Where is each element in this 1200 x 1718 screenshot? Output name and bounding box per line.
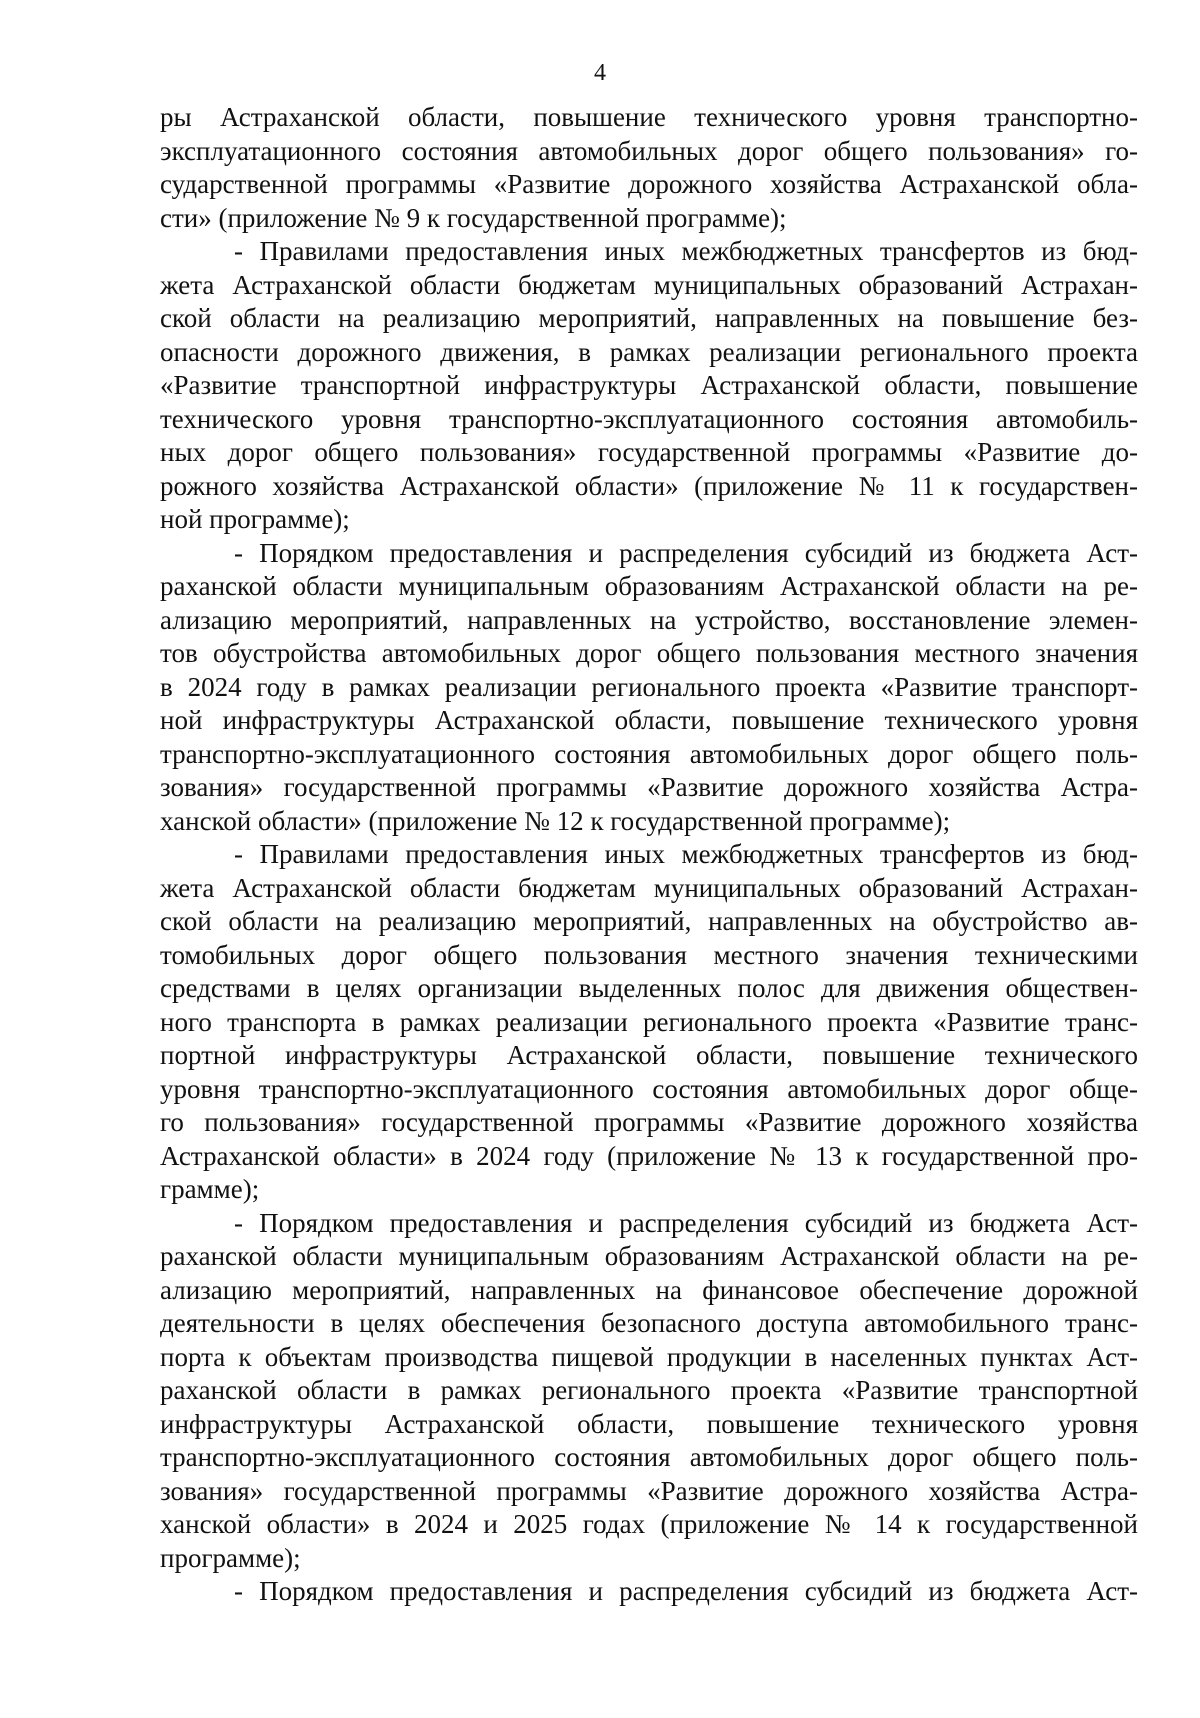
text-line: эксплуатационного состояния автомобильных дорог общего пользования» го- — [160, 135, 1138, 166]
text-line: ханской области» (приложение № 12 к государственной программе); — [160, 805, 951, 836]
text-line: транспортно-эксплуатационного состояния автомобильных дорог общего поль- — [160, 1442, 1138, 1472]
text-line: ской области на реализацию мероприятий, направленных на повышение без- — [160, 303, 1138, 333]
text-line: программе); — [160, 1542, 301, 1573]
text-line: зования» государственной программы «Развитие дорожного хозяйства Астра- — [160, 772, 1138, 802]
page-number: 4 — [594, 60, 606, 86]
text-line: раханской области муниципальным образованиям Астраханской области на ре- — [160, 571, 1138, 601]
text-line: ры Астраханской области, повышение технического уровня транспортно- — [160, 102, 1138, 132]
text-line: технического уровня транспортно-эксплуатационного состояния автомобиль- — [160, 403, 1138, 434]
text-line: порта к объектам производства пищевой продукции в населенных пунктах Аст- — [160, 1341, 1138, 1372]
text-line: в 2024 году в рамках реализации регионального проекта «Развитие транспорт- — [160, 671, 1138, 702]
text-line: - Правилами предоставления иных межбюджетных трансфертов из бюд- — [234, 236, 1138, 266]
text-line: раханской области в рамках регионального проекта «Развитие транспортной — [160, 1375, 1138, 1405]
text-line: ской области на реализацию мероприятий, направленных на обустройство ав- — [160, 906, 1138, 936]
text-line: го пользования» государственной программы «Развитие дорожного хозяйства — [160, 1107, 1138, 1137]
text-line: опасности дорожного движения, в рамках реализации регионального проекта — [160, 336, 1138, 367]
text-line: «Развитие транспортной инфраструктуры Астраханской области, повышение — [160, 370, 1138, 400]
text-line: портной инфраструктуры Астраханской области, повышение технического — [160, 1040, 1138, 1070]
text-line: ного транспорта в рамках реализации регионального проекта «Развитие транс- — [160, 1006, 1138, 1037]
text-line: рожного хозяйства Астраханской области» (приложение № 11 к государствен- — [160, 470, 1138, 501]
text-line: транспортно-эксплуатационного состояния автомобильных дорог общего поль- — [160, 738, 1138, 769]
text-line: жета Астраханской области бюджетам муниципальных образований Астрахан- — [160, 269, 1138, 300]
text-line: сударственной программы «Развитие дорожного хозяйства Астраханской обла- — [160, 169, 1138, 199]
text-line: инфраструктуры Астраханской области, повышение технического уровня — [160, 1408, 1138, 1439]
text-line: зования» государственной программы «Развитие дорожного хозяйства Астра- — [160, 1475, 1138, 1506]
text-line: ализацию мероприятий, направленных на финансовое обеспечение дорожной — [160, 1274, 1138, 1305]
text-line: ной программе); — [160, 504, 350, 534]
text-line: средствами в целях организации выделенных полос для движения обществен- — [160, 973, 1138, 1003]
text-line: грамме); — [160, 1174, 260, 1204]
text-line: уровня транспортно-эксплуатационного состояния автомобильных дорог обще- — [160, 1073, 1138, 1104]
text-line: раханской области муниципальным образованиям Астраханской области на ре- — [160, 1241, 1138, 1271]
text-line: ной инфраструктуры Астраханской области, повышение технического уровня — [160, 705, 1138, 735]
text-line: - Порядком предоставления и распределения субсидий из бюджета Аст- — [234, 1576, 1138, 1606]
text-line: - Порядком предоставления и распределения субсидий из бюджета Аст- — [234, 1207, 1138, 1238]
text-line: жета Астраханской области бюджетам муниципальных образований Астрахан- — [160, 872, 1138, 903]
text-line: деятельности в целях обеспечения безопасного доступа автомобильного транс- — [160, 1308, 1138, 1338]
document-body — [160, 101, 1138, 1609]
text-line: ханской области» в 2024 и 2025 годах (приложение № 14 к государственной — [160, 1509, 1138, 1539]
text-line: - Порядком предоставления и распределения субсидий из бюджета Аст- — [234, 537, 1138, 568]
text-line: тов обустройства автомобильных дорог общего пользования местного значения — [160, 638, 1138, 668]
text-line: Астраханской области» в 2024 году (приложение № 13 к государственной про- — [160, 1140, 1138, 1171]
text-line: - Правилами предоставления иных межбюджетных трансфертов из бюд- — [234, 839, 1138, 869]
text-line: ных дорог общего пользования» государственной программы «Развитие до- — [160, 437, 1138, 467]
text-line: томобильных дорог общего пользования местного значения техническими — [160, 939, 1138, 970]
text-line: сти» (приложение № 9 к государственной программе); — [160, 202, 787, 233]
text-line: ализацию мероприятий, направленных на устройство, восстановление элемен- — [160, 604, 1138, 635]
